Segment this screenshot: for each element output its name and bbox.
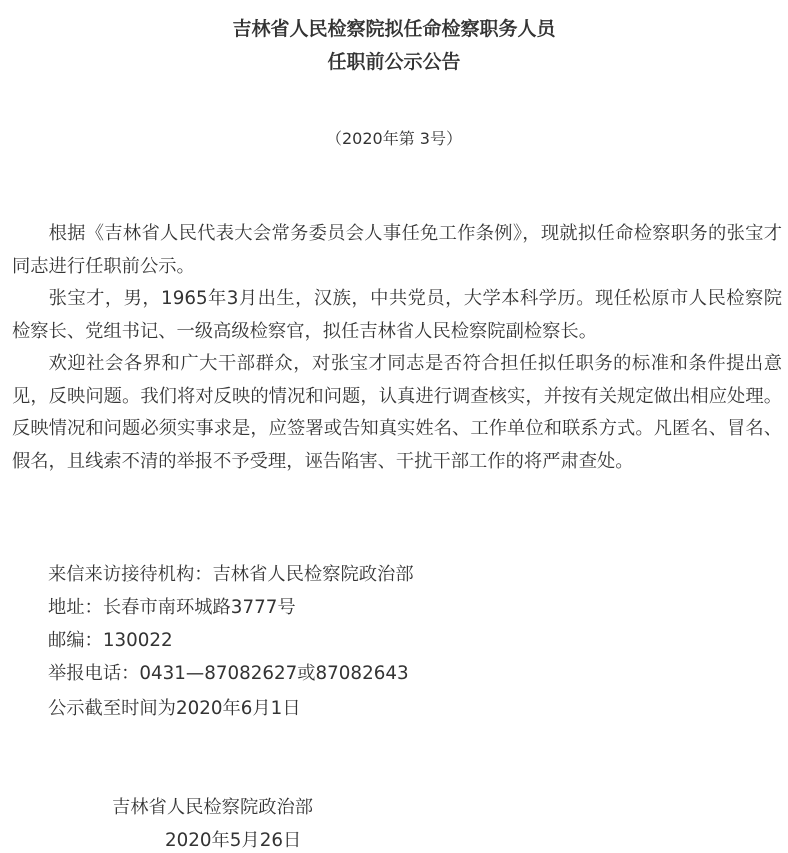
contact-address: 地址：长春市南环城路3777号 xyxy=(48,597,296,618)
announcement-body xyxy=(12,218,782,478)
report-phone: 举报电话：0431—87082627或87082643 xyxy=(48,663,409,684)
paragraph-candidate-profile: 张宝才，男，1965年3月出生，汉族，中共党员，大学本科学历。现任松原市人民检察院检察长、党组书记、一级高级检察官，拟任吉林省人民检察院副检察长。 xyxy=(12,288,782,342)
paragraph-public-feedback: 欢迎社会各界和广大干部群众，对张宝才同志是否符合担任拟任职务的标准和条件提出意见，反映问题。我们将对反映的情况和问题，认真进行调查核实，并按有关规定做出相应处理。反映情况和问题必须实事求是，应签署或告知真实姓名、工作单位和联系方式。凡匿名、冒名、假名，且线索不清的举报不予受理，诬告陷害、干扰干部工作的将严肃查处。 xyxy=(12,353,782,472)
publicity-deadline: 公示截至时间为2020年6月1日 xyxy=(48,698,301,719)
signature-organization: 吉林省人民检察院政治部 xyxy=(112,797,314,818)
reception-office: 来信来访接待机构：吉林省人民检察院政治部 xyxy=(48,564,414,585)
announcement-title-line2: 任职前公示公告 xyxy=(327,51,461,73)
contact-postcode: 邮编：130022 xyxy=(48,630,173,651)
announcement-title-line1: 吉林省人民检察院拟任命检察职务人员 xyxy=(232,18,556,40)
paragraph-legal-basis: 根据《吉林省人民代表大会常务委员会人事任免工作条例》，现就拟任命检察职务的张宝才同志进行任职前公示。 xyxy=(12,223,782,277)
document-number: （2020年第 3号） xyxy=(326,129,462,148)
signature-date: 2020年5月26日 xyxy=(165,830,302,851)
